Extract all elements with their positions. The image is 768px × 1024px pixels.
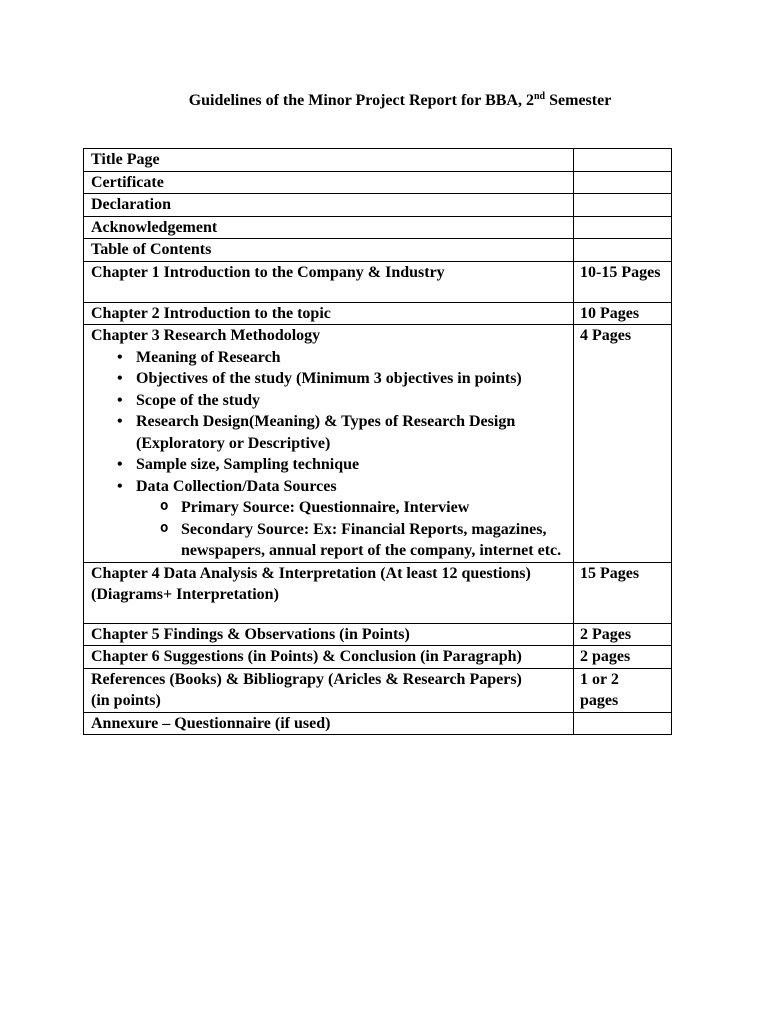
section-cell: Acknowledgement bbox=[84, 216, 574, 239]
section-line: (in points) bbox=[91, 692, 161, 709]
table-row bbox=[84, 562, 672, 623]
pages-line: pages bbox=[580, 692, 619, 709]
report-structure-table bbox=[83, 148, 672, 735]
page-title bbox=[0, 92, 768, 110]
table-row bbox=[84, 149, 672, 172]
section-cell: Table of Contents bbox=[84, 239, 574, 262]
chapter-3-heading: Chapter 3 Research Methodology bbox=[91, 327, 321, 344]
table-row bbox=[84, 302, 672, 325]
list-item: • Data Collection/Data Sources bbox=[115, 476, 573, 498]
pages-cell: 4 Pages bbox=[574, 325, 672, 563]
list-item: • Meaning of Research bbox=[115, 347, 573, 369]
page-title-superscript: nd bbox=[533, 91, 546, 102]
table-row bbox=[84, 646, 672, 669]
pages-cell: 2 Pages bbox=[574, 623, 672, 646]
section-cell: Chapter 1 Introduction to the Company & Industry bbox=[84, 261, 574, 302]
pages-cell bbox=[574, 194, 672, 217]
section-cell: Chapter 2 Introduction to the topic bbox=[84, 302, 574, 325]
section-cell: Declaration bbox=[84, 194, 574, 217]
sub-list-item: o Secondary Source: Ex: Financial Reports, magazines, newspapers, annual report of the company, internet etc. bbox=[160, 519, 573, 562]
pages-cell: 10 Pages bbox=[574, 302, 672, 325]
section-cell: Annexure – Questionnaire (if used) bbox=[84, 712, 574, 735]
list-item: • Research Design(Meaning) & Types of Research Design (Exploratory or Descriptive) bbox=[115, 411, 573, 454]
table-row bbox=[84, 325, 672, 563]
table-row bbox=[84, 239, 672, 262]
section-cell bbox=[84, 668, 574, 712]
table-row bbox=[84, 194, 672, 217]
pages-cell bbox=[574, 171, 672, 194]
section-cell: Chapter 6 Suggestions (in Points) & Conclusion (in Paragraph) bbox=[84, 646, 574, 669]
pages-cell bbox=[574, 712, 672, 735]
section-line: References (Books) & Bibliograpy (Aricles & Research Papers) bbox=[91, 670, 522, 688]
bullet-list bbox=[91, 347, 573, 498]
pages-cell bbox=[574, 149, 672, 172]
pages-cell bbox=[574, 216, 672, 239]
list-item: • Sample size, Sampling technique bbox=[115, 454, 573, 476]
pages-line: 1 or 2 bbox=[580, 670, 619, 688]
pages-cell: 15 Pages bbox=[574, 562, 672, 623]
pages-cell bbox=[574, 239, 672, 262]
table-row bbox=[84, 712, 672, 735]
list-item: • Objectives of the study (Minimum 3 objectives in points) bbox=[115, 368, 573, 390]
table-row bbox=[84, 668, 672, 712]
table-row bbox=[84, 623, 672, 646]
section-cell: Certificate bbox=[84, 171, 574, 194]
table-row bbox=[84, 261, 672, 302]
pages-cell: 10-15 Pages bbox=[574, 261, 672, 302]
page-title-main: Guidelines of the Minor Project Report for BBA, 2 bbox=[188, 92, 534, 109]
pages-cell bbox=[574, 668, 672, 712]
section-cell: Chapter 5 Findings & Observations (in Points) bbox=[84, 623, 574, 646]
table-row bbox=[84, 216, 672, 239]
section-cell: Title Page bbox=[84, 149, 574, 172]
sub-bullet-list bbox=[91, 497, 573, 562]
pages-cell: 2 pages bbox=[574, 646, 672, 669]
sub-list-item: o Primary Source: Questionnaire, Interview bbox=[160, 497, 573, 519]
table-row bbox=[84, 171, 672, 194]
list-item: • Scope of the study bbox=[115, 390, 573, 412]
page-title-end: Semester bbox=[545, 92, 612, 109]
section-cell: Chapter 4 Data Analysis & Interpretation (At least 12 questions) (Diagrams+ Interpretation) bbox=[84, 562, 574, 623]
section-cell-chapter-3 bbox=[84, 325, 574, 563]
